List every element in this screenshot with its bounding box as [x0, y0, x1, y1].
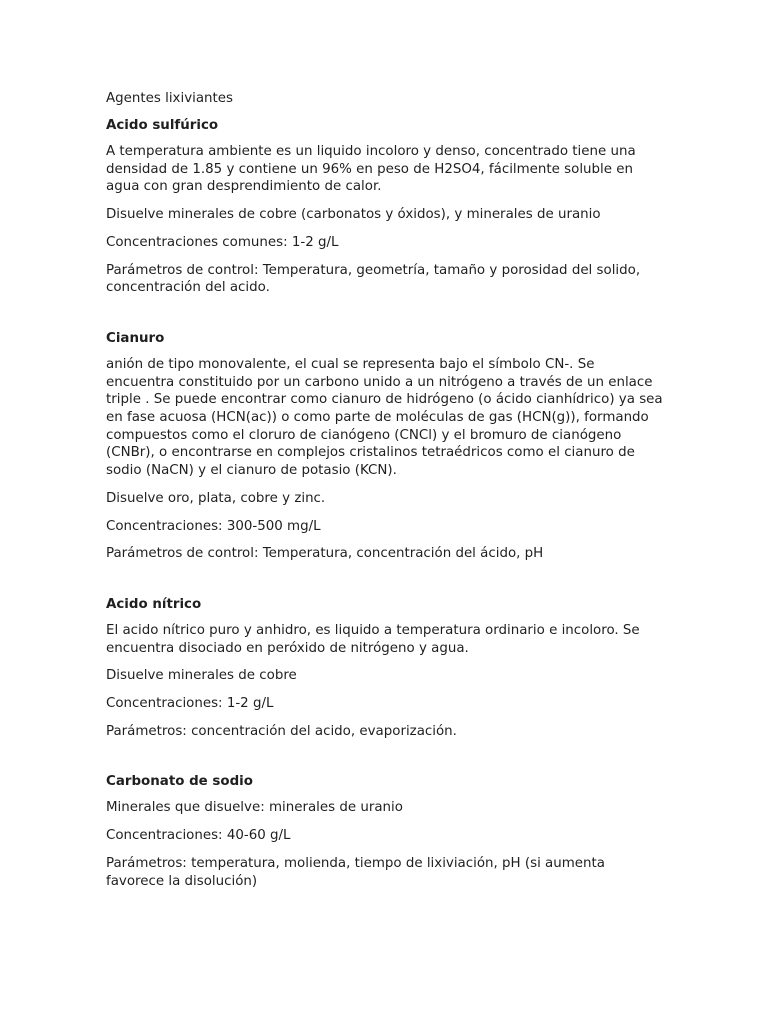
paragraph: Parámetros: temperatura, molienda, tiempo de lixiviación, pH (si aumenta favorece la disolución) — [106, 855, 605, 889]
paragraph: anión de tipo monovalente, el cual se representa bajo el símbolo CN-. Se encuentra constituido por un carbono unido a un nitrógeno a través de un enlace triple . Se puede encontrar como cianuro de hidrógeno (o ácido cianhídrico) ya sea en fase acuosa (HCN(ac)) o como parte de moléculas de gas (HCN(g)), formando compuestos como el cloruro de cianógeno (CNCl) y el bromuro de cianógeno (CNBr), o encontrarse en complejos cristalinos tetraédricos como el cianuro de sodio (NaCN) y el cianuro de potasio (KCN). — [106, 356, 663, 479]
paragraph: Disuelve minerales de cobre (carbonatos y óxidos), y minerales de uranio — [106, 207, 601, 223]
paragraph: El acido nítrico puro y anhidro, es liquido a temperatura ordinario e incoloro. Se encuentra disociado en peróxido de nitrógeno y agua. — [106, 622, 640, 656]
section-carbonato-de-sodio — [106, 773, 666, 890]
paragraph: Concentraciones: 300-500 mg/L — [106, 518, 321, 534]
paragraph: Parámetros de control: Temperatura, concentración del ácido, pH — [106, 546, 544, 562]
section-acido-nitrico — [106, 596, 666, 741]
paragraph: Disuelve minerales de cobre — [106, 668, 297, 684]
section-heading: Acido nítrico — [106, 596, 202, 612]
document-title: Agentes lixiviantes — [106, 91, 233, 106]
section-heading: Acido sulfúrico — [106, 118, 219, 133]
section-heading: Carbonato de sodio — [106, 774, 253, 790]
paragraph: Disuelve oro, plata, cobre y zinc. — [106, 490, 326, 506]
section-acido-sulfurico — [106, 117, 666, 297]
section-cianuro — [106, 330, 666, 563]
paragraph: Concentraciones comunes: 1-2 g/L — [106, 234, 339, 250]
paragraph: Concentraciones: 40-60 g/L — [106, 828, 291, 844]
paragraph: Minerales que disuelve: minerales de uranio — [106, 800, 403, 816]
paragraph: Parámetros de control: Temperatura, geometría, tamaño y porosidad del solido, concentración del acido. — [106, 262, 641, 296]
document-content — [106, 90, 666, 900]
paragraph: Concentraciones: 1-2 g/L — [106, 696, 274, 712]
paragraph: A temperatura ambiente es un liquido incoloro y denso, concentrado tiene una densidad de 1.85 y contiene un 96% en peso de H2SO4, fácilmente soluble en agua con gran desprendimiento de calor. — [106, 144, 636, 195]
paragraph: Parámetros: concentración del acido, evaporización. — [106, 723, 457, 739]
section-heading: Cianuro — [106, 330, 165, 346]
